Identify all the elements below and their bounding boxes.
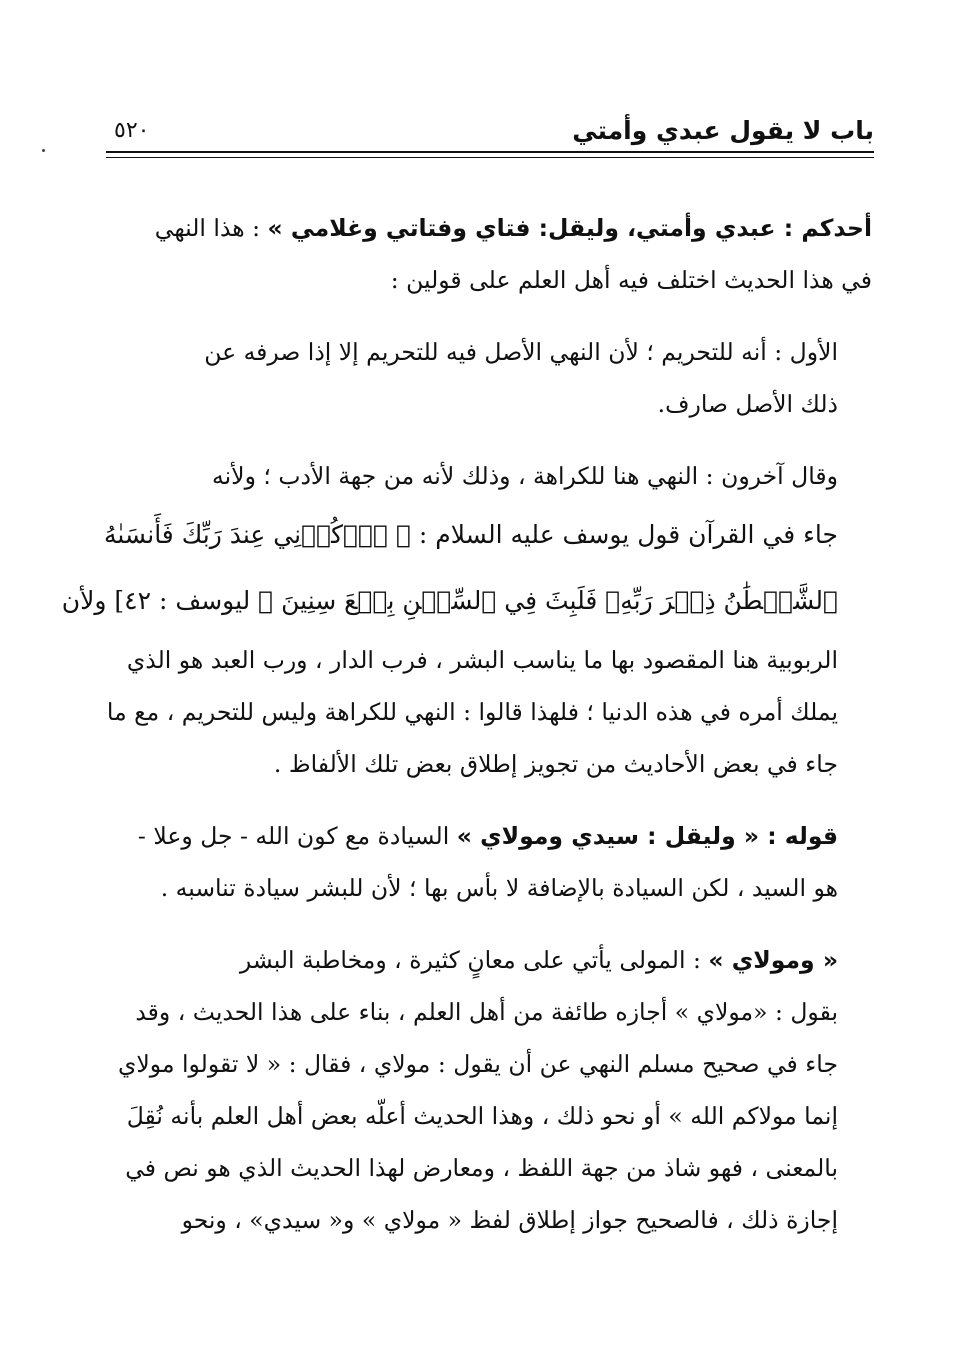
paragraph xyxy=(110,934,872,1246)
text-line xyxy=(110,202,872,254)
text-line xyxy=(110,1038,872,1090)
text-run: في هذا الحديث اختلف فيه أهل العلم على قولين : xyxy=(390,266,872,294)
text-line xyxy=(110,986,872,1038)
text-run: : هذا النهي xyxy=(154,214,268,242)
text-line xyxy=(110,254,872,306)
text-run: جاء في القرآن قول يوسف عليه السلام : ﴿ ٱذۡكُرۡنِي عِندَ رَبِّكَ فَأَنسَىٰهُ xyxy=(103,520,838,549)
text-line xyxy=(110,634,872,686)
text-run: بالمعنى ، فهو شاذ من جهة اللفظ ، ومعارض لهذا الحديث الذي هو نص في xyxy=(125,1154,838,1182)
text-run: الأول : أنه للتحريم ؛ لأن النهي الأصل فيه للتحريم إلا إذا صرفه عن xyxy=(204,338,838,366)
quran-verse-line xyxy=(103,502,872,568)
text-run: يملك أمره في هذه الدنيا ؛ فلهذا قالوا : النهي للكراهة وليس للتحريم ، مع ما xyxy=(106,698,838,726)
text-run: : المولى يأتي على معانٍ كثيرة ، ومخاطبة البشر xyxy=(239,946,709,974)
text-run: بقول : «مولاي » أجازه طائفة من أهل العلم ، بناء على هذا الحديث ، وقد xyxy=(135,998,838,1026)
text-line xyxy=(110,378,872,430)
text-run: السيادة مع كون الله - جل وعلا - xyxy=(137,822,457,850)
text-line xyxy=(110,934,872,986)
text-run: الربوبية هنا المقصود بها ما يناسب البشر ، فرب الدار ، ورب العبد هو الذي xyxy=(126,646,838,674)
header-rule xyxy=(106,151,874,158)
bold-quote: « ومولاي » xyxy=(708,946,838,974)
body-text xyxy=(61,202,872,1266)
text-line xyxy=(110,810,872,862)
paragraph xyxy=(110,326,872,430)
text-line xyxy=(106,686,872,738)
text-line xyxy=(110,738,872,790)
paragraph xyxy=(110,202,872,306)
bold-quote: أحدكم : عبدي وأمتي، وليقل: فتاي وفتاتي وغلامي » xyxy=(267,214,872,242)
page-number: ٥٢٠ xyxy=(114,118,150,143)
paragraph xyxy=(110,810,872,914)
text-run: وقال آخرون : النهي هنا للكراهة ، وذلك لأنه من جهة الأدب ؛ ولأنه xyxy=(212,462,838,490)
text-run: جاء في بعض الأحاديث من تجويز إطلاق بعض تلك الألفاظ . xyxy=(273,750,838,778)
text-line xyxy=(110,862,872,914)
quran-verse-line xyxy=(61,568,872,634)
text-run: إنما مولاكم الله » أو نحو ذلك ، وهذا الحديث أعلّه بعض أهل العلم بأنه نُقِلَ xyxy=(126,1102,838,1130)
text-run: جاء في صحيح مسلم النهي عن أن يقول : مولاي ، فقال : « لا تقولوا مولاي xyxy=(118,1050,838,1078)
text-line xyxy=(110,1090,872,1142)
text-line xyxy=(110,450,872,502)
text-run: ذلك الأصل صارف. xyxy=(657,390,838,418)
margin-mark xyxy=(42,149,45,152)
paragraph xyxy=(61,450,872,790)
text-line xyxy=(110,326,872,378)
running-header xyxy=(106,112,874,154)
text-line xyxy=(110,1142,872,1194)
text-run: هو السيد ، لكن السيادة بالإضافة لا بأس بها ؛ لأن للبشر سيادة تناسبه . xyxy=(160,874,838,902)
text-run: ٱلشَّيۡطَٰنُ ذِكۡرَ رَبِّهِۦ فَلَبِثَ فِي ٱلسِّجۡنِ بِضۡعَ سِنِينَ ﴾ ليوسف : ٤٢] ولأن xyxy=(61,586,838,615)
text-line xyxy=(110,1194,872,1246)
text-run: إجازة ذلك ، فالصحيح جواز إطلاق لفظ « مولاي » و« سيدي» ، ونحو xyxy=(181,1206,838,1234)
chapter-title: باب لا يقول عبدي وأمتي xyxy=(572,116,874,145)
bold-quote: قوله : « وليقل : سيدي ومولاي » xyxy=(456,822,838,850)
